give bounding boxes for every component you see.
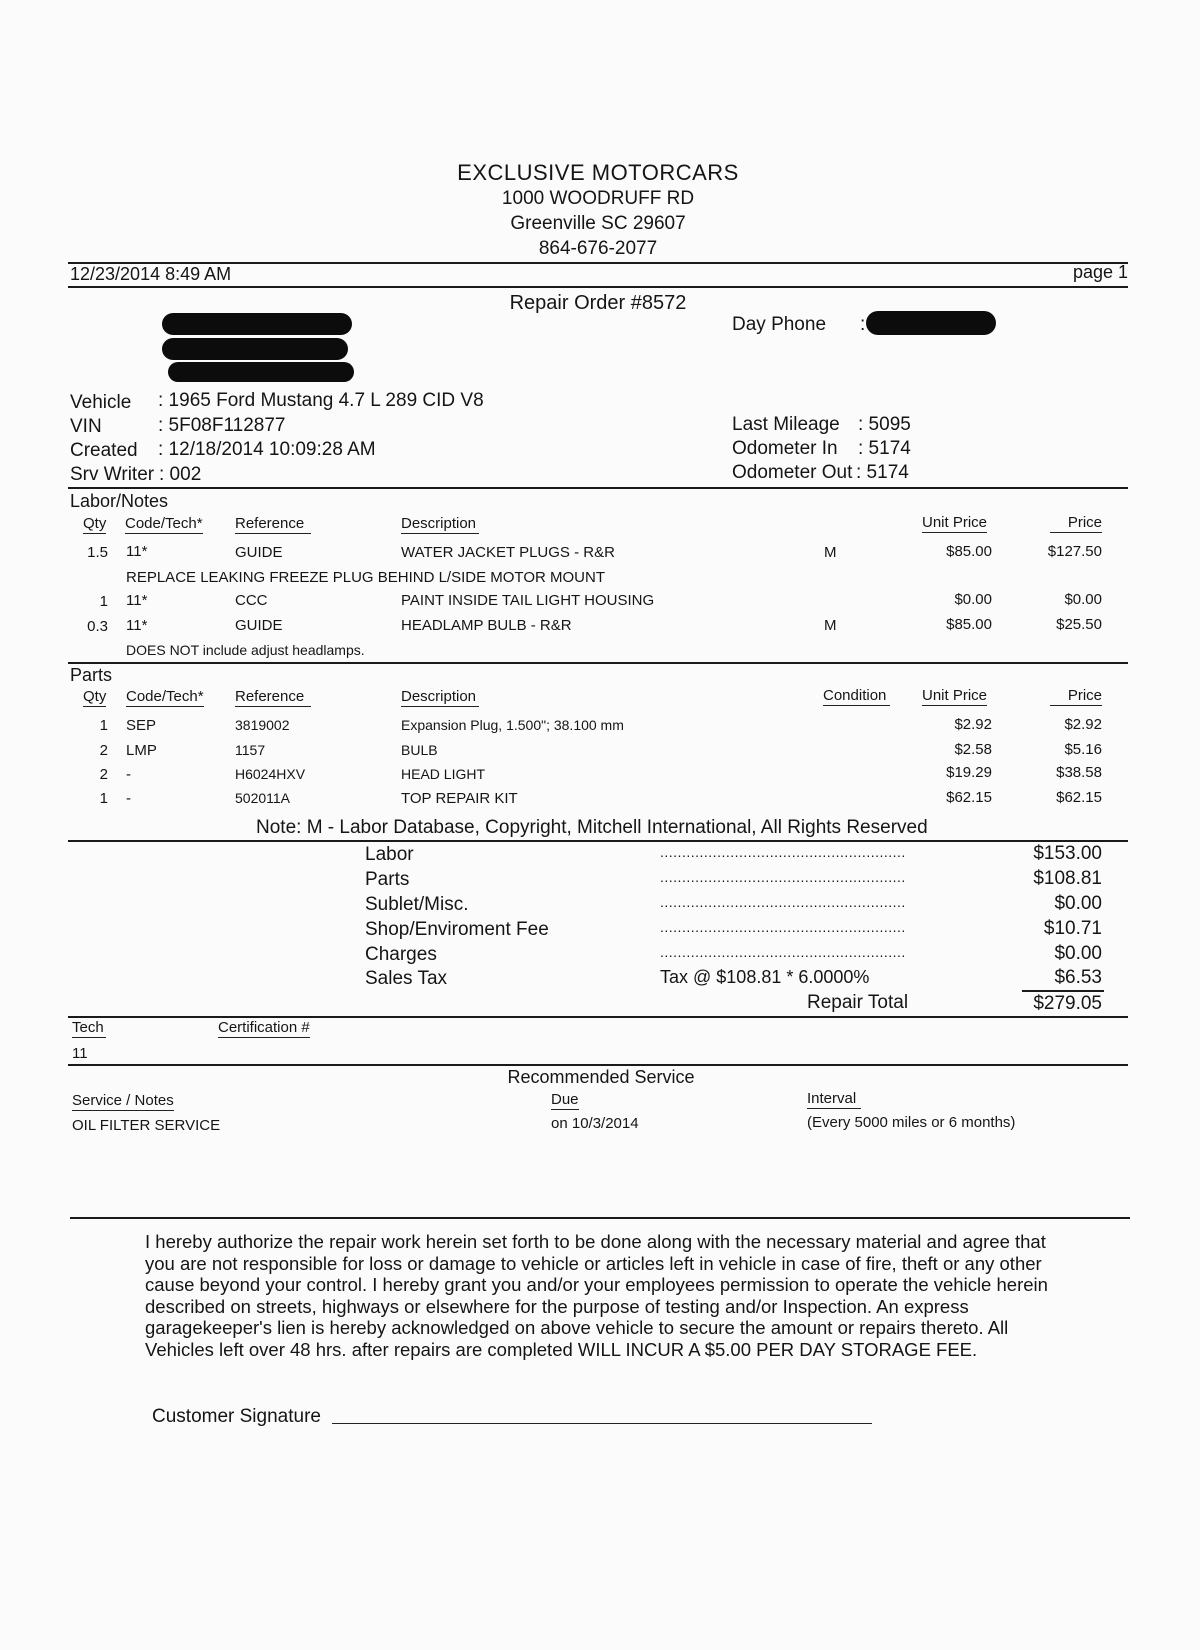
recommended-due-value: on 10/3/2014 (551, 1115, 639, 1132)
shop-name: EXCLUSIVE MOTORCARS (457, 160, 739, 185)
labor-row-3-description: HEADLAMP BULB - R&R (401, 617, 572, 634)
odometer-in-label: Odometer In (732, 438, 838, 459)
labor-row-3-note: DOES NOT include adjust headlamps. (126, 642, 365, 658)
created-label: Created (70, 440, 138, 461)
parts-row-2-qty: 2 (99, 742, 108, 759)
totals-parts-label: Parts (365, 869, 410, 890)
recommended-service-value: OIL FILTER SERVICE (72, 1117, 221, 1134)
labor-row-2-qty: 1 (99, 593, 108, 610)
parts-row-1-description: Expansion Plug, 1.500"; 38.100 mm (401, 717, 624, 733)
labor-row-3-price: $25.50 (1056, 616, 1102, 633)
parts-row-1-qty: 1 (99, 717, 108, 734)
parts-row-3-unit-price: $19.29 (946, 764, 992, 781)
recommended-section-rule (68, 1064, 1128, 1066)
parts-row-3-description: HEAD LIGHT (401, 766, 486, 782)
labor-row-1-reference: GUIDE (235, 544, 283, 561)
totals-labor-leader: ........................................................ (660, 844, 906, 860)
labor-row-2-code: 11* (126, 592, 148, 609)
header-rule-bottom (68, 286, 1128, 288)
created-value: : 12/18/2014 10:09:28 AM (158, 439, 376, 460)
certification-label: Certification # (218, 1019, 310, 1036)
totals-labor-value: $153.00 (1033, 843, 1102, 864)
parts-row-1-unit-price: $2.92 (954, 716, 992, 733)
parts-row-2-unit-price: $2.58 (954, 741, 992, 758)
parts-row-1-code: SEP (126, 717, 157, 734)
parts-row-2-reference: 1157 (235, 742, 266, 758)
totals-sublet-label: Sublet/Misc. (365, 894, 469, 915)
parts-header-code: Code/Tech* (126, 688, 204, 705)
totals-charges-value: $0.00 (1054, 943, 1102, 964)
shop-address-line2: Greenville SC 29607 (510, 213, 686, 234)
labor-header-price: Price (1050, 514, 1102, 533)
parts-section-title: Parts (70, 665, 113, 685)
parts-header-unit-price: Unit Price (922, 687, 988, 704)
labor-section-title: Labor/Notes (70, 491, 169, 511)
parts-row-2-code: LMP (126, 742, 157, 759)
parts-row-2-price: $5.16 (1064, 741, 1102, 758)
labor-header-qty: Qty (83, 515, 107, 532)
parts-row-4-description: TOP REPAIR KIT (401, 790, 518, 807)
totals-labor-label: Labor (365, 844, 414, 865)
labor-row-3-qty: 0.3 (87, 618, 108, 635)
totals-shop-fee-leader: ........................................................ (660, 919, 906, 935)
parts-row-4-code: - (126, 790, 131, 807)
repair-total-label: Repair Total (807, 992, 909, 1013)
labor-database-note: Note: M - Labor Database, Copyright, Mitchell International, All Rights Reserved (256, 817, 928, 838)
redacted-day-phone (866, 311, 996, 335)
labor-row-2-description: PAINT INSIDE TAIL LIGHT HOUSING (401, 592, 655, 609)
odometer-out-label: Odometer Out (732, 462, 853, 483)
repair-order-number: Repair Order #8572 (509, 292, 687, 314)
service-writer-label: Srv Writer (70, 464, 155, 485)
redacted-customer-address (162, 338, 348, 360)
parts-row-2-description: BULB (401, 742, 438, 758)
labor-row-3-flag: M (824, 617, 837, 634)
parts-header-qty: Qty (83, 688, 107, 705)
parts-row-1-reference: 3819002 (235, 717, 290, 733)
parts-row-3-qty: 2 (99, 766, 108, 783)
totals-sales-tax-detail: Tax @ $108.81 * 6.0000% (660, 967, 870, 987)
tech-label: Tech (72, 1019, 106, 1038)
totals-parts-leader: ........................................................ (660, 869, 906, 885)
labor-header-unit-price: Unit Price (922, 514, 988, 531)
parts-row-4-unit-price: $62.15 (946, 789, 992, 806)
totals-charges-label: Charges (365, 944, 437, 965)
totals-charges-leader: ........................................................ (660, 944, 906, 960)
labor-row-3-code: 11* (126, 617, 148, 634)
parts-header-reference: Reference (235, 688, 311, 707)
labor-row-3-reference: GUIDE (235, 617, 283, 634)
recommended-header-service: Service / Notes (72, 1092, 174, 1109)
totals-shop-fee-label: Shop/Enviroment Fee (365, 919, 549, 940)
recommended-header-due: Due (551, 1091, 579, 1108)
labor-row-1-unit-price: $85.00 (946, 543, 992, 560)
parts-header-condition: Condition (823, 687, 890, 706)
parts-row-4-price: $62.15 (1056, 789, 1102, 806)
authorization-rule (70, 1217, 1130, 1219)
repair-total-value: $279.05 (1033, 993, 1102, 1014)
parts-row-3-code: - (126, 766, 131, 783)
parts-row-3-reference: H6024HXV (235, 766, 306, 782)
labor-section-rule (68, 487, 1128, 489)
parts-row-4-reference: 502011A (235, 790, 291, 806)
redacted-customer-name (162, 313, 352, 335)
labor-row-1-note: REPLACE LEAKING FREEZE PLUG BEHIND L/SIDE MOTOR MOUNT (126, 569, 605, 586)
customer-signature-line[interactable] (332, 1423, 872, 1424)
redacted-customer-city (168, 362, 354, 382)
labor-row-1-description: WATER JACKET PLUGS - R&R (401, 544, 615, 561)
labor-header-description: Description (401, 515, 479, 534)
tech-value: 11 (72, 1045, 88, 1062)
recommended-header-interval: Interval (807, 1090, 861, 1109)
totals-shop-fee-value: $10.71 (1043, 918, 1102, 939)
print-datetime: 12/23/2014 8:49 AM (70, 264, 232, 284)
tech-section-rule (68, 1016, 1128, 1018)
recommended-interval-value: (Every 5000 miles or 6 months) (807, 1114, 1016, 1131)
recommended-service-title: Recommended Service (507, 1067, 695, 1087)
authorization-text: I hereby authorize the repair work herein set forth to be done along with the necessary material and agree that you are not responsible for loss or damage to vehicle or articles left in vehicle in case of fire, theft or any other cause beyond your control. I hereby grant you and/or your employees permission to operate the vehicle herein described on streets, highways or elsewhere for the purpose of testing and/or Inspection. An express garagekeeper's lien is hereby acknowledged on above vehicle to secure the amount or repairs thereto. All Vehicles left over 48 hrs. after repairs are completed WILL INCUR A $5.00 PER DAY STORAGE FEE. (145, 1231, 1048, 1360)
repair-total-overline (1022, 990, 1104, 992)
labor-row-3-unit-price: $85.00 (946, 616, 992, 633)
parts-header-description: Description (401, 688, 479, 707)
parts-header-price: Price (1050, 687, 1102, 706)
vehicle-value: : 1965 Ford Mustang 4.7 L 289 CID V8 (158, 390, 484, 411)
totals-section-rule (68, 840, 1128, 842)
parts-row-4-qty: 1 (99, 790, 108, 807)
vin-label: VIN (70, 416, 102, 437)
labor-row-1-qty: 1.5 (87, 544, 108, 561)
vin-value: : 5F08F112877 (158, 415, 286, 436)
parts-section-rule (68, 662, 1128, 664)
page-number: page 1 (1072, 262, 1128, 282)
labor-row-1-flag: M (824, 544, 837, 561)
customer-signature-label: Customer Signature (152, 1406, 321, 1427)
last-mileage-value: : 5095 (858, 414, 911, 435)
odometer-out-value: : 5174 (856, 462, 909, 483)
totals-sublet-value: $0.00 (1054, 893, 1102, 914)
odometer-in-value: : 5174 (858, 438, 911, 459)
totals-sales-tax-value: $6.53 (1054, 967, 1102, 988)
totals-sublet-leader: ........................................................ (660, 894, 906, 910)
labor-row-2-price: $0.00 (1064, 591, 1102, 608)
service-writer-value: : 002 (159, 464, 202, 485)
totals-sales-tax-label: Sales Tax (365, 968, 448, 989)
shop-address-line1: 1000 WOODRUFF RD (501, 188, 695, 209)
labor-header-code: Code/Tech* (125, 515, 203, 532)
labor-header-reference: Reference (235, 515, 311, 534)
labor-row-2-reference: CCC (235, 592, 268, 609)
labor-row-2-unit-price: $0.00 (954, 591, 992, 608)
labor-row-1-code: 11* (126, 543, 148, 560)
parts-row-3-price: $38.58 (1056, 764, 1102, 781)
shop-phone: 864-676-2077 (538, 238, 658, 259)
parts-row-1-price: $2.92 (1064, 716, 1102, 733)
totals-parts-value: $108.81 (1033, 868, 1102, 889)
vehicle-label: Vehicle (70, 392, 132, 413)
day-phone-separator: : (860, 314, 866, 335)
day-phone-label: Day Phone (732, 314, 827, 335)
last-mileage-label: Last Mileage (732, 414, 840, 435)
labor-row-1-price: $127.50 (1047, 543, 1102, 560)
